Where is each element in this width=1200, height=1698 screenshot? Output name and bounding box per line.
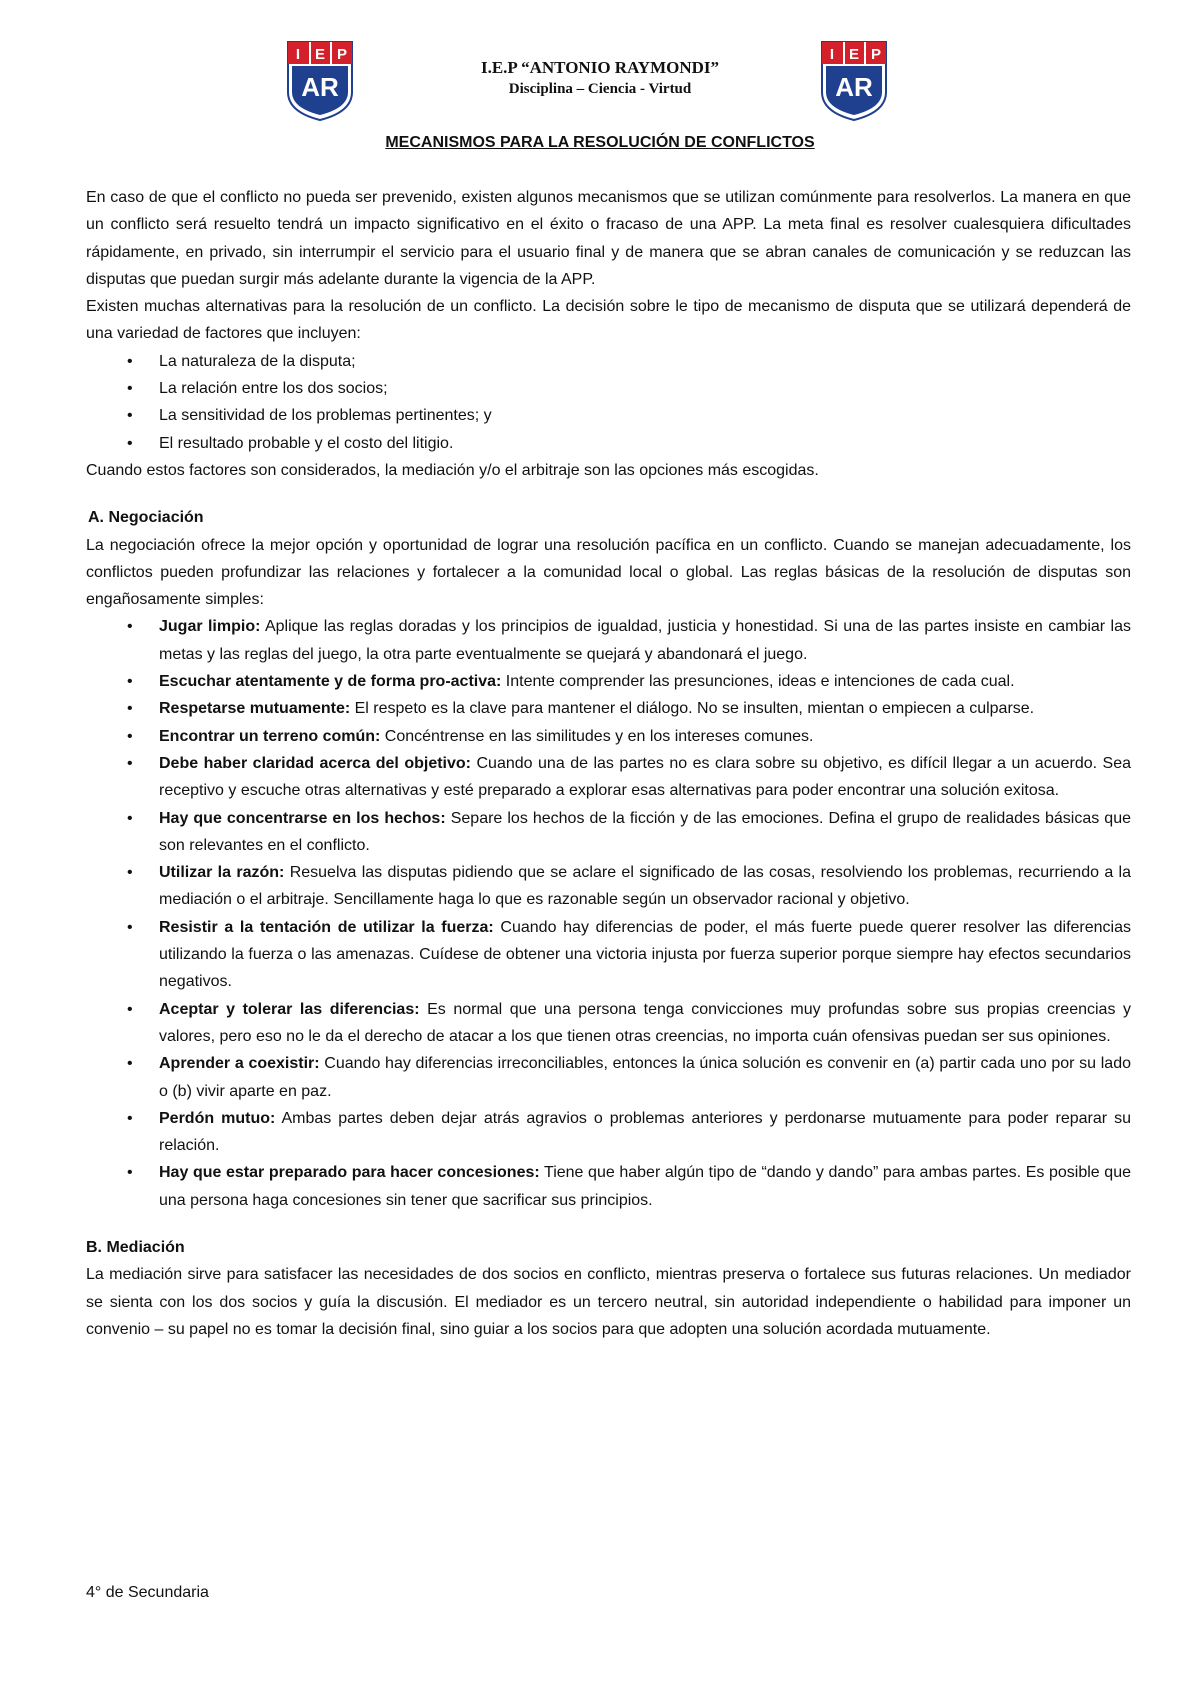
logo-letter-e: E	[314, 46, 326, 63]
factor-text: La naturaleza de la disputa;	[159, 352, 356, 370]
bullet-icon: •	[127, 673, 133, 691]
logo-letter-i: I	[295, 46, 301, 63]
logo-letter-p: P	[336, 46, 348, 63]
rule-text: Ambas partes deben dejar atrás agravios o problemas anteriores y perdonarse mutuamente para poder reparar su relación.	[159, 1109, 1131, 1155]
section-b-heading: B. Mediación	[86, 1238, 185, 1256]
page-footer: 4° de Secundaria	[86, 1584, 209, 1601]
rule-text: Es normal que una persona tenga convicciones muy profundas sobre sus propias creencias y valores, pero eso no le da el derecho de atacar a los que tienen otras creencias, no importa cuán ofensivas puedan ser sus opiniones.	[159, 1000, 1131, 1045]
rule-text: Aplique las reglas doradas y los principios de igualdad, justicia y honestidad. Si una de las partes insiste en cambiar las metas y las reglas del juego, la otra parte eventualmente se quejará y abandonará el juego.	[159, 618, 1132, 663]
rule-term: Debe haber claridad acerca del objetivo:	[159, 754, 471, 772]
bullet-icon: •	[127, 809, 133, 827]
intro-paragraph-2: Existen muchas alternativas para la resolución de un conflicto. La decisión sobre le tipo de mecanismo de disputa que se utilizará dependerá de una variedad de factores que incluyen:	[86, 298, 1131, 343]
logo-letters-ar: AR	[835, 72, 873, 102]
list-item	[86, 1159, 1131, 1214]
rule-term: Respetarse mutuamente:	[159, 700, 351, 718]
list-item	[86, 723, 1131, 750]
intro-paragraph-3: Cuando estos factores son considerados, la mediación y/o el arbitraje son las opciones más escogidas.	[86, 461, 819, 479]
rule-text: Cuando hay diferencias de poder, el más fuerte puede querer resolver las diferencias utilizando la fuerza o las amenazas. Cuídese de obtener una victoria injusta por fuerza superior porque siempre hay efectos secundarios negativos.	[159, 918, 1132, 991]
section-a-intro: La negociación ofrece la mejor opción y oportunidad de lograr una resolución pacífica en un conflicto. Cuando se manejan adecuadamente, los conflictos pueden profundizar las relaciones y fortalecer a la comunidad local o global. Las reglas básicas de la resolución de disputas son engañosamente simples:	[86, 536, 1131, 609]
school-logo-right	[820, 40, 888, 122]
bullet-icon: •	[127, 1109, 133, 1127]
list-item	[86, 1105, 1131, 1160]
factor-text: La relación entre los dos socios;	[159, 380, 388, 398]
list-item	[86, 750, 1131, 805]
factor-text: La sensitividad de los problemas pertinentes; y	[159, 407, 492, 425]
logo-letter-p: P	[870, 46, 882, 63]
rule-term: Encontrar un terreno común:	[159, 727, 381, 745]
rule-text: Intente comprender las presunciones, ideas e intenciones de cada cual.	[501, 673, 1015, 691]
rule-text: Resuelva las disputas pidiendo que se aclare el significado de las cosas, resolviendo los problemas, recurriendo a la mediación o el arbitraje. Sencillamente haga lo que es razonable según un observador racional y objetivo.	[159, 864, 1132, 909]
list-item	[86, 668, 1131, 695]
rule-text: Concéntrense en las similitudes y en los intereses comunes.	[380, 727, 814, 745]
rule-term: Aprender a coexistir:	[159, 1055, 320, 1073]
rule-term: Hay que estar preparado para hacer concesiones:	[159, 1164, 540, 1182]
bullet-icon: •	[127, 700, 133, 718]
list-item	[86, 613, 1131, 668]
bullet-icon: •	[127, 618, 133, 636]
rule-text: Cuando hay diferencias irreconciliables, entonces la única solución es convenir en (a) partir cada uno por su lado o (b) vivir aparte en paz.	[159, 1055, 1132, 1100]
list-item	[86, 805, 1131, 860]
document-title: MECANISMOS PARA LA RESOLUCIÓN DE CONFLICTOS	[385, 134, 815, 151]
document-body	[86, 184, 1131, 1343]
rule-term: Resistir a la tentación de utilizar la fuerza:	[159, 918, 494, 936]
bullet-icon: •	[127, 1164, 133, 1182]
school-motto: Disciplina – Ciencia - Virtud	[508, 81, 692, 97]
list-item	[86, 695, 1131, 722]
bullet-icon: •	[127, 434, 133, 452]
factors-list	[86, 348, 1131, 457]
list-item	[86, 914, 1131, 996]
intro-paragraph-1: En caso de que el conflicto no pueda ser prevenido, existen algunos mecanismos que se utilizan comúnmente para resolverlos. La manera en que un conflicto será resuelto tendrá un impacto significativo en el éxito o fracaso de una APP. La meta final es resolver cualesquiera dificultades rápidamente, en privado, sin interrumpir el servicio para el usuario final y de manera que se abran canales de comunicación y se reduzcan las disputas que puedan surgir más adelante durante la vigencia de la APP.	[86, 189, 1131, 288]
list-item	[86, 1050, 1131, 1105]
list-item	[86, 402, 1131, 429]
bullet-icon: •	[127, 1000, 133, 1018]
school-name: I.E.P “ANTONIO RAYMONDI”	[480, 58, 720, 77]
bullet-icon: •	[127, 754, 133, 772]
rule-term: Escuchar atentamente y de forma pro-activa:	[159, 673, 502, 691]
section-b-text: La mediación sirve para satisfacer las necesidades de dos socios en conflicto, mientras preserva o fortalece sus futuras relaciones. Un mediador se sienta con los dos socios y guía la discusión. El mediador es un tercero neutral, sin autoridad independiente o habilidad para imponer un convenio – su papel no es tomar la decisión final, sino guiar a los socios para que adopten una solución acordada mutuamente.	[86, 1266, 1131, 1338]
rule-term: Hay que concentrarse en los hechos:	[159, 809, 446, 827]
list-item	[86, 430, 1131, 457]
rule-term: Utilizar la razón:	[159, 864, 285, 882]
bullet-icon: •	[127, 864, 133, 882]
list-item	[86, 375, 1131, 402]
bullet-icon: •	[127, 1055, 133, 1073]
bullet-icon: •	[127, 727, 133, 745]
rule-text: Tiene que haber algún tipo de “dando y dando” para ambas partes. Es posible que una persona haga concesiones sin tener que sacrificar sus principios.	[159, 1164, 1131, 1209]
logo-letter-e: E	[848, 46, 860, 63]
logo-letter-i: I	[829, 46, 835, 63]
logo-letters-ar: AR	[301, 72, 339, 102]
rule-text: Separe los hechos de la ficción y de las emociones. Defina el grupo de realidades básicas que son relevantes en el conflicto.	[159, 809, 1132, 854]
bullet-icon: •	[127, 918, 133, 936]
factor-text: El resultado probable y el costo del litigio.	[159, 434, 454, 452]
bullet-icon: •	[127, 380, 133, 398]
rule-term: Jugar limpio:	[159, 618, 261, 636]
list-item	[86, 859, 1131, 914]
negotiation-rules-list	[86, 613, 1131, 1214]
section-a-heading: A. Negociación	[88, 509, 204, 527]
bullet-icon: •	[127, 407, 133, 425]
rule-term: Perdón mutuo:	[159, 1109, 276, 1127]
rule-term: Aceptar y tolerar las diferencias:	[159, 1000, 420, 1018]
rule-text: Cuando una de las partes no es clara sobre su objetivo, es difícil llegar a un acuerdo. Sea receptivo y escuche otras alternativas y esté preparado a explorar esas alternativas para poder encontrar una solución exitosa.	[159, 754, 1132, 800]
document-header	[0, 0, 1200, 130]
list-item	[86, 996, 1131, 1051]
rule-text: El respeto es la clave para mantener el diálogo. No se insulten, mientan o empiecen a culparse.	[350, 700, 1035, 718]
list-item	[86, 348, 1131, 375]
bullet-icon: •	[127, 352, 133, 370]
